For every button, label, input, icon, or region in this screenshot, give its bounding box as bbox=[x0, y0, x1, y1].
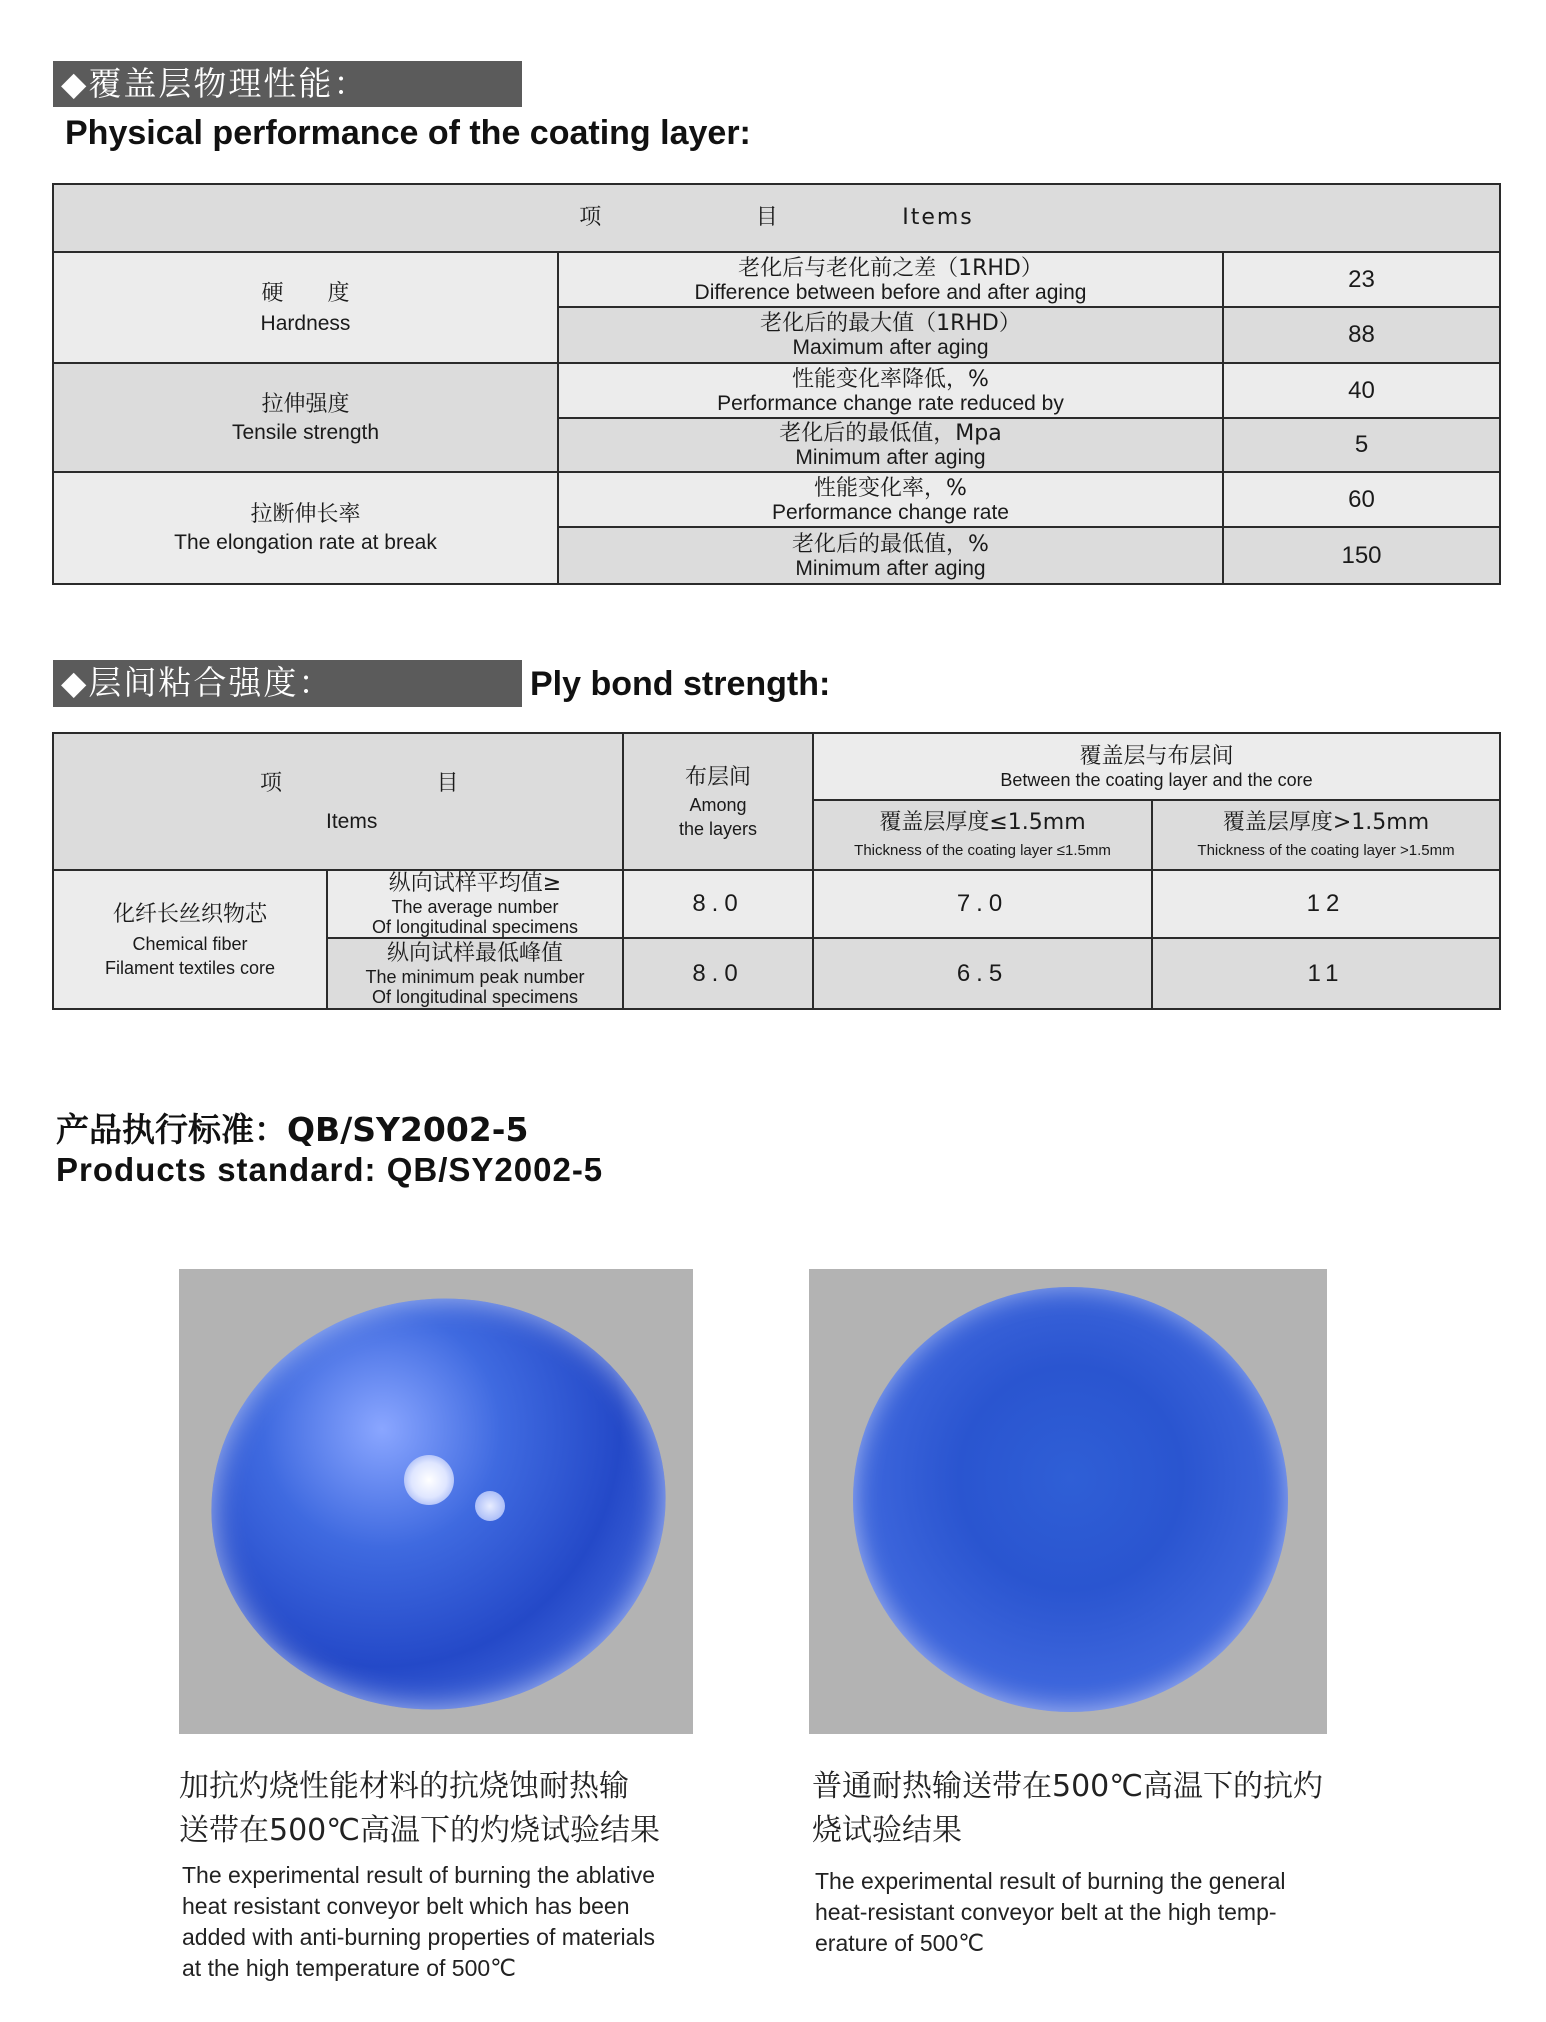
row-label-cell bbox=[558, 527, 1223, 584]
material-en-1: Chemical fiber bbox=[132, 933, 248, 954]
table1-header-cell bbox=[53, 184, 1500, 252]
caption-en-line: erature of 500℃ bbox=[815, 1930, 985, 1956]
burn-spot-icon bbox=[404, 1455, 454, 1505]
table-row bbox=[53, 363, 1500, 418]
group-name-cn: 拉伸强度 bbox=[261, 391, 350, 417]
section2-heading-cn: ◆层间粘合强度： bbox=[61, 663, 334, 702]
among-header-en-1: Among bbox=[689, 794, 747, 815]
group-tensile-cell bbox=[53, 363, 558, 472]
table1-header-cn-1: 项 bbox=[579, 205, 602, 230]
coating-performance-table bbox=[52, 183, 1501, 585]
row-label-cell bbox=[558, 418, 1223, 472]
row-label-cn: 纵向试样最低峰值 bbox=[387, 940, 564, 966]
row-label-cn: 老化后与老化前之差（1RHD） bbox=[738, 255, 1043, 281]
material-en-2: Filament textiles core bbox=[104, 957, 276, 978]
among-header-cn: 布层间 bbox=[685, 764, 752, 790]
row-label-cn: 纵向试样平均值≥ bbox=[388, 871, 562, 896]
among-value: 8.0 bbox=[623, 870, 813, 938]
row-value: 150 bbox=[1223, 527, 1500, 584]
material-cell bbox=[53, 870, 327, 1009]
material-cn: 化纤长丝织物芯 bbox=[112, 901, 267, 927]
row-label-cn: 老化后的最低值，Mpa bbox=[779, 421, 1002, 446]
between-header-cn: 覆盖层与布层间 bbox=[1079, 743, 1234, 769]
section1-heading-en: Physical performance of the coating layer: bbox=[65, 114, 751, 152]
table2-items-en: Items bbox=[326, 809, 378, 833]
table1-header-en: Items bbox=[902, 205, 974, 230]
caption-en-line: heat resistant conveyor belt which has been bbox=[182, 1893, 630, 1919]
table2-items-cn-2: 目 bbox=[436, 770, 459, 796]
thin-header-en: Thickness of the coating layer ≤1.5mm bbox=[854, 842, 1111, 859]
group-name-cn: 硬 度 bbox=[261, 280, 350, 306]
burn-test-photo-ablative bbox=[179, 1269, 693, 1734]
row-label-cell bbox=[558, 472, 1223, 527]
row-label-en: Minimum after aging bbox=[795, 556, 986, 580]
section1-heading-bar bbox=[53, 61, 522, 107]
row-label-cell bbox=[327, 938, 623, 1009]
row-label-en-1: The average number bbox=[391, 897, 559, 917]
row-label-cn: 性能变化率，% bbox=[814, 475, 967, 501]
group-name-cn: 拉断伸长率 bbox=[250, 502, 361, 527]
table2-thick-header bbox=[1152, 800, 1500, 870]
thick-header-cn: 覆盖层厚度>1.5mm bbox=[1222, 810, 1430, 835]
row-label-cell bbox=[558, 363, 1223, 418]
thick-value: 11 bbox=[1152, 938, 1500, 1009]
table2-items-header bbox=[53, 733, 623, 870]
row-label-cn: 性能变化率降低，% bbox=[792, 366, 989, 392]
row-label-cell bbox=[558, 307, 1223, 363]
row-label-en: Performance change rate bbox=[772, 500, 1009, 524]
row-label-en: Difference between before and after aging bbox=[694, 280, 1087, 304]
row-value: 88 bbox=[1223, 307, 1500, 363]
table2-thin-header bbox=[813, 800, 1152, 870]
table1-header-cn-2: 目 bbox=[755, 205, 778, 230]
caption-cn-line: 加抗灼烧性能材料的抗烧蚀耐热输 bbox=[179, 1769, 629, 1804]
thin-value: 6.5 bbox=[813, 938, 1152, 1009]
row-label-en: Maximum after aging bbox=[792, 336, 989, 359]
row-label-en: Performance change rate reduced by bbox=[717, 391, 1064, 415]
ply-bond-table bbox=[52, 732, 1501, 1010]
table2-items-cn-1: 项 bbox=[260, 770, 283, 796]
table2-between-header bbox=[813, 733, 1500, 800]
group-name-en: Hardness bbox=[260, 311, 351, 335]
photo1-caption-cn bbox=[179, 1765, 660, 1853]
group-name-en: Tensile strength bbox=[231, 420, 380, 444]
row-label-cell bbox=[327, 870, 623, 938]
row-label-cell bbox=[558, 252, 1223, 307]
row-value: 40 bbox=[1223, 363, 1500, 418]
group-elongation-cell bbox=[53, 472, 558, 584]
caption-cn-line: 烧试验结果 bbox=[812, 1813, 962, 1848]
caption-en-line: at the high temperature of 500℃ bbox=[182, 1955, 516, 1981]
thin-header-cn: 覆盖层厚度≤1.5mm bbox=[879, 810, 1086, 835]
row-label-en-1: The minimum peak number bbox=[365, 966, 585, 987]
row-value: 5 bbox=[1223, 418, 1500, 472]
standard-cn: 产品执行标准：QB/SY2002-5 bbox=[56, 1110, 529, 1149]
section2-heading-bar bbox=[53, 660, 522, 707]
between-header-en: Between the coating layer and the core bbox=[1000, 769, 1313, 790]
table-row bbox=[53, 252, 1500, 307]
among-header-en-2: the layers bbox=[678, 818, 758, 839]
row-value: 60 bbox=[1223, 472, 1500, 527]
table2-among-header bbox=[623, 733, 813, 870]
table-row bbox=[53, 870, 1500, 938]
caption-en-line: The experimental result of burning the general bbox=[815, 1868, 1286, 1894]
row-value: 23 bbox=[1223, 252, 1500, 307]
photo2-caption-cn bbox=[812, 1765, 1323, 1853]
table2-header-row-1 bbox=[53, 733, 1500, 800]
caption-en-line: heat-resistant conveyor belt at the high temp- bbox=[815, 1899, 1277, 1925]
caption-cn-line: 送带在500℃高温下的灼烧试验结果 bbox=[179, 1813, 660, 1848]
photo2-caption-en bbox=[815, 1866, 1286, 1959]
caption-cn-line: 普通耐热输送带在500℃高温下的抗灼 bbox=[812, 1769, 1323, 1804]
photo1-caption-en bbox=[182, 1860, 655, 1984]
row-label-en-2: Of longitudinal specimens bbox=[371, 986, 579, 1007]
section1-heading-cn: ◆覆盖层物理性能： bbox=[61, 64, 369, 103]
group-hardness-cell bbox=[53, 252, 558, 363]
row-label-en: Minimum after aging bbox=[795, 446, 986, 469]
caption-en-line: The experimental result of burning the ablative bbox=[182, 1862, 656, 1888]
thick-header-en: Thickness of the coating layer >1.5mm bbox=[1197, 842, 1455, 859]
table-row bbox=[53, 472, 1500, 527]
caption-en-line: added with anti-burning properties of materials bbox=[182, 1924, 656, 1950]
among-value: 8.0 bbox=[623, 938, 813, 1009]
burn-spot-small-icon bbox=[475, 1491, 505, 1521]
section2-heading-en: Ply bond strength: bbox=[530, 665, 831, 703]
burn-test-photo-general bbox=[809, 1269, 1327, 1734]
standard-en: Products standard: QB/SY2002-5 bbox=[56, 1151, 604, 1188]
thin-value: 7.0 bbox=[813, 870, 1152, 938]
row-label-cn: 老化后的最低值，% bbox=[792, 531, 989, 557]
table1-header-row bbox=[53, 184, 1500, 252]
burned-disc-image bbox=[853, 1287, 1288, 1712]
group-name-en: The elongation rate at break bbox=[174, 531, 437, 554]
thick-value: 12 bbox=[1152, 870, 1500, 938]
row-label-cn: 老化后的最大值（1RHD） bbox=[760, 311, 1021, 336]
row-label-en-2: Of longitudinal specimens bbox=[371, 917, 579, 937]
